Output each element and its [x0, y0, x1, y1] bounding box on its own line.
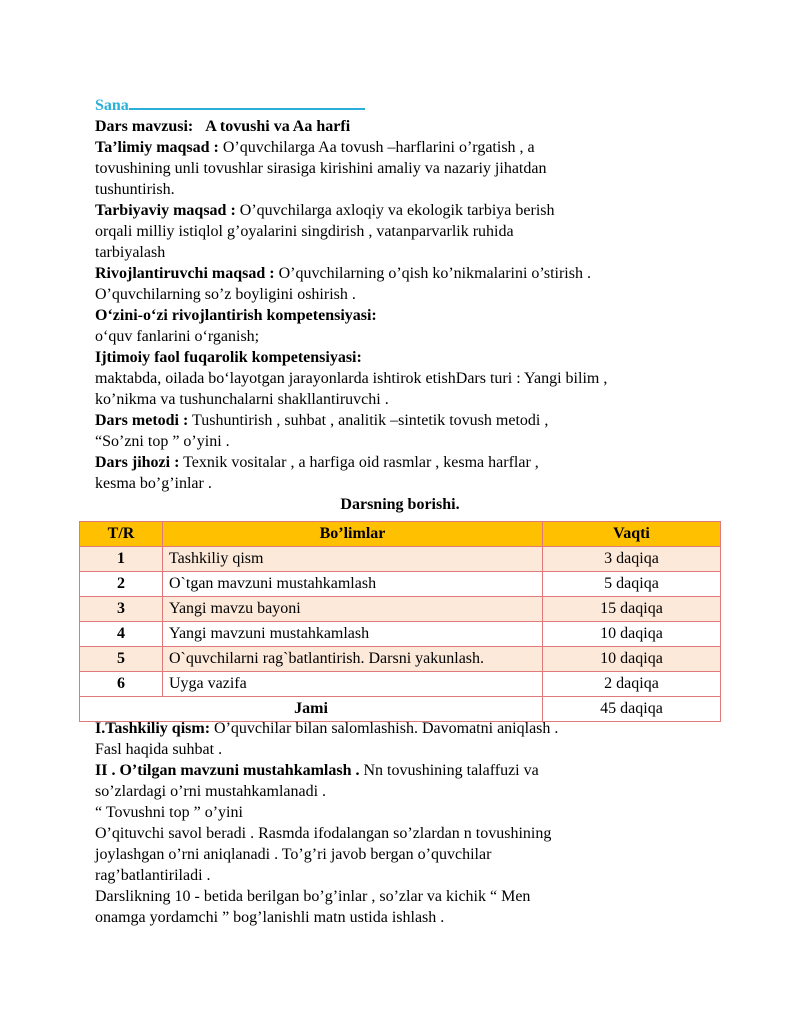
date-blank-line [129, 94, 365, 110]
tarbiyaviy-text-1: O’quvchilarga axloqiy va ekologik tarbiya berish [235, 202, 555, 219]
tarbiyaviy-text-2: orqali milliy istiqlol g’oyalarini singdirish , vatanparvarlik ruhida [95, 223, 514, 240]
row-time: 2 daqiqa [543, 672, 721, 697]
date-line [95, 94, 725, 116]
equipment-line [95, 452, 725, 473]
section-1-label: I.Tashkiliy qism: [95, 720, 211, 737]
equipment-text-1: Texnik vositalar , a harfiga oid rasmlar , kesma harflar , [179, 454, 539, 471]
lesson-title: Darsning borishi. [340, 496, 460, 513]
row-num: 3 [80, 597, 163, 622]
section-2-text-5: joylashgan o’rni aniqlanadi . To’g’ri javob bergan o’quvchilar [95, 846, 492, 863]
talimiy-text-2: tovushining unli tovushlar sirasiga kirishini amaliy va nazariy jihatdan [95, 160, 547, 177]
rivoj-text-1: O’quvchilarning o’qish ko’nikmalarini o’stirish . [274, 265, 591, 282]
rivoj-label: Rivojlantiruvchi maqsad : [95, 265, 275, 282]
talimiy-goal [95, 137, 725, 158]
section-2-text-2: so’zlardagi o’rni mustahkamlanadi . [95, 783, 327, 800]
section-1-text-1: O’quvchilar bilan salomlashish. Davomatni aniqlash . [210, 720, 559, 737]
section-2-text-3: “ Tovushni top ” o’yini [95, 804, 243, 821]
row-time: 5 daqiqa [543, 572, 721, 597]
method-label: Dars metodi : [95, 412, 189, 429]
talimiy-text-3: tushuntirish. [95, 181, 175, 198]
topic-value: A tovushi va Aa harfi [205, 118, 351, 135]
row-section: Yangi mavzuni mustahkamlash [163, 622, 543, 647]
section-1-line [95, 718, 725, 739]
self-competency-title: O‘zini-o‘zi rivojlantirish kompetensiyasi: [95, 307, 377, 324]
total-label: Jami [80, 697, 543, 722]
table-row [80, 572, 721, 597]
civic-competency-text-1: maktabda, oilada bo‘layotgan jarayonlarda ishtirok etishDars turi : Yangi bilim , [95, 370, 608, 387]
date-label: Sana [95, 97, 129, 114]
rivoj-goal [95, 263, 725, 284]
topic-line [95, 116, 725, 137]
row-section: Uyga vazifa [163, 672, 543, 697]
row-num: 1 [80, 547, 163, 572]
talimiy-text-1: O’quvchilarga Aa tovush –harflarini o’rgatish , a [218, 139, 535, 156]
table-row [80, 547, 721, 572]
section-2-line [95, 760, 725, 781]
row-num: 4 [80, 622, 163, 647]
tarbiyaviy-label: Tarbiyaviy maqsad : [95, 202, 236, 219]
equipment-text-2: kesma bo’g’inlar . [95, 475, 212, 492]
section-2-label: II . O’tilgan mavzuni mustahkamlash . [95, 762, 360, 779]
table-row [80, 672, 721, 697]
row-num: 6 [80, 672, 163, 697]
table-row [80, 597, 721, 622]
row-section: Tashkiliy qism [163, 547, 543, 572]
header-num: T/R [80, 522, 163, 547]
row-time: 3 daqiqa [543, 547, 721, 572]
tarbiyaviy-text-3: tarbiyalash [95, 244, 166, 261]
lesson-body [95, 718, 725, 928]
civic-competency-text-2: ko’nikma va tushunchalarni shakllantiruvchi . [95, 391, 389, 408]
header-section: Bo’limlar [163, 522, 543, 547]
section-2-text-7: Darslikning 10 - betida berilgan bo’g’inlar , so’zlar va kichik “ Men [95, 888, 531, 905]
table-row [80, 647, 721, 672]
section-2-text-8: onamga yordamchi ” bog’lanishli matn ustida ishlash . [95, 909, 445, 926]
method-line [95, 410, 725, 431]
topic-label: Dars mavzusi: [95, 118, 194, 135]
row-section: O`quvchilarni rag`batlantirish. Darsni yakunlash. [163, 647, 543, 672]
header-time: Vaqti [543, 522, 721, 547]
row-time: 15 daqiqa [543, 597, 721, 622]
section-1-text-2: Fasl haqida suhbat . [95, 741, 223, 758]
document-page [95, 94, 725, 515]
civic-competency-title: Ijtimoiy faol fuqarolik kompetensiyasi: [95, 349, 362, 366]
total-time: 45 daqiqa [543, 697, 721, 722]
talimiy-label: Ta’limiy maqsad : [95, 139, 219, 156]
table-row [80, 622, 721, 647]
row-num: 2 [80, 572, 163, 597]
section-2-text-1: Nn tovushining talaffuzi va [359, 762, 539, 779]
tarbiyaviy-goal [95, 200, 725, 221]
equipment-label: Dars jihozi : [95, 454, 180, 471]
table-header-row [80, 522, 721, 547]
row-num: 5 [80, 647, 163, 672]
row-section: O`tgan mavzuni mustahkamlash [163, 572, 543, 597]
row-time: 10 daqiqa [543, 647, 721, 672]
section-2-text-6: rag’batlantiriladi . [95, 867, 211, 884]
self-competency-text: o‘quv fanlarini o‘rganish; [95, 328, 260, 345]
lesson-plan-table [79, 521, 721, 722]
section-2-text-4: O’qituvchi savol beradi . Rasmda ifodalangan so’zlardan n tovushining [95, 825, 552, 842]
row-section: Yangi mavzu bayoni [163, 597, 543, 622]
method-text-1: Tushuntirish , suhbat , analitik –sintetik tovush metodi , [188, 412, 549, 429]
rivoj-text-2: O’quvchilarning so’z boyligini oshirish . [95, 286, 356, 303]
row-time: 10 daqiqa [543, 622, 721, 647]
method-text-2: “So’zni top ” o’yini . [95, 433, 230, 450]
